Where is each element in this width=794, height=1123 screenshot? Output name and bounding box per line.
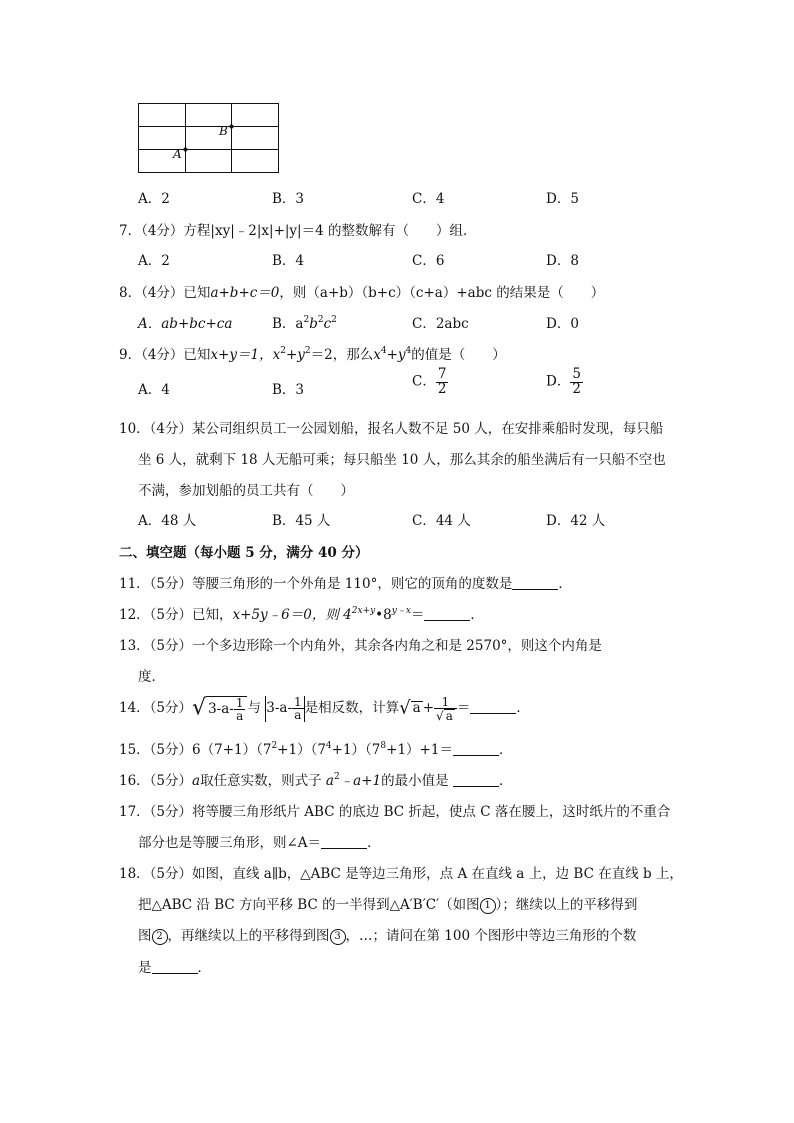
q18-line1: 18．（5分）如图，直线 a∥b，△ABC 是等边三角形，点 A 在直线 a 上，边 BC 在直线 b 上， <box>119 866 683 882</box>
q10-line2: 坐 6 人，就剩下 18 人无船可乘；每只船坐 10 人，那么其余的船坐满后有一只船不空也 <box>138 452 666 468</box>
q10-option-c: C．44 人 <box>412 513 471 529</box>
q17-blank <box>321 836 367 849</box>
label-a: A <box>173 147 182 161</box>
q18-line2: 把△ABC 沿 BC 方向平移 BC 的一半得到△A′B′C′（如图 1 ）；继续以上的平移得到 <box>138 897 638 913</box>
grid-figure <box>138 103 278 173</box>
q13-line2: 度． <box>138 669 165 685</box>
q18-line3: 图 2 ，再继续以上的平移得到图 3 ，…；请问在第 100 个图形中等边三角形的个数 <box>138 928 637 944</box>
q6-option-b: B．3 <box>272 191 305 207</box>
q10-line1: 10．（4分）某公司组织员工一公园划船，报名人数不足 50 人，在安排乘船时发现，每只船 <box>119 421 664 437</box>
q11-stem: 11．（5分）等腰三角形的一个外角是 110°，则它的顶角的度数是 ． <box>119 576 572 592</box>
q7-option-b: B．4 <box>272 253 305 269</box>
q7-stem: 7．（4分）方程|xy|﹣2|x|+|y|＝4 的整数解有（ ）组． <box>119 223 477 239</box>
point-b <box>230 125 234 129</box>
q13-line1: 13．（5分）一个多边形除一个内角外，其余各内角之和是 2570°，则这个内角是 <box>119 638 602 654</box>
q12-blank <box>424 608 470 621</box>
q9-option-a: A．4 <box>138 382 170 398</box>
q8-option-c: C．2abc <box>412 316 469 332</box>
q16-stem: 16．（5分）a取任意实数，则式子 $a^2﹣a+1$的最小值是 ． <box>119 772 513 789</box>
q8-stem <box>119 281 604 301</box>
section-title: 二、填空题（每小题 5 分，满分 40 分） <box>119 545 369 561</box>
q8-option-a: A．ab+bc+ca <box>138 316 233 332</box>
q9-option-d: D． $\frac{5}{2}$ <box>546 366 581 397</box>
q15-blank <box>453 743 499 756</box>
label-b: B <box>219 124 228 138</box>
q10-option-a: A．48 人 <box>138 513 197 529</box>
q9-option-b: B．3 <box>272 382 305 398</box>
q10-option-d: D．42 人 <box>546 513 606 529</box>
q8-question: ，则（a+b）（b+c）（c+a）+abc 的结果是（ ） <box>279 285 605 301</box>
q17-line2: 部分也是等腰三角形，则∠A＝ ． <box>138 835 381 851</box>
q6-option-c: C．4 <box>412 191 445 207</box>
q9-stem: 9．（4分）已知x+y＝1，$x^2+y^2=2$，那么$x^4+y^4$的值是（ ） <box>119 346 506 363</box>
point-a <box>184 148 188 152</box>
q8-option-b: B．$a^2b^2c^2$ <box>272 315 337 332</box>
q10-line3: 不满，参加划船的员工共有（ ） <box>138 483 354 499</box>
q10-option-b: B．45 人 <box>272 513 331 529</box>
q14-blank <box>470 701 516 714</box>
q16-blank <box>453 774 499 787</box>
q8-prefix: 8．（4分）已知 <box>119 285 211 301</box>
q7-option-d: D．8 <box>546 253 579 269</box>
q6-option-a: A．2 <box>138 191 170 207</box>
q8-option-d: D．0 <box>546 316 579 332</box>
q14-stem: 14．（5分）√ 3-a- $\frac{1}{a}$ 与 3-a- $\frac{1}{a}$ 是相反数，计算√ a + $\frac{1}{√ a}$ ＝ ． <box>119 694 530 723</box>
q9-option-c: C． $\frac{7}{2}$ <box>412 366 447 397</box>
q11-blank <box>512 577 558 590</box>
grid-svg <box>138 103 280 175</box>
q17-line1: 17．（5分）将等腰三角形纸片 ABC 的底边 BC 折起，使点 C 落在腰上，这时纸片的不重合 <box>119 804 671 820</box>
q8-condition: a+b+c＝0 <box>210 285 280 301</box>
q6-option-d: D．5 <box>546 191 579 207</box>
q7-option-a: A．2 <box>138 253 170 269</box>
q18-blank <box>152 961 198 974</box>
q12-stem: 12．（5分）已知，x+5y﹣6＝0，则 $4^{2x+y}•8^{y﹣x}=$ ． <box>119 606 484 623</box>
q18-line4: 是 ． <box>138 960 211 976</box>
q15-stem: 15．（5分）$6(7+1)(7^2+1)(7^4+1)(7^8+1)+1=$ ． <box>119 741 513 758</box>
q7-option-c: C．6 <box>412 253 445 269</box>
